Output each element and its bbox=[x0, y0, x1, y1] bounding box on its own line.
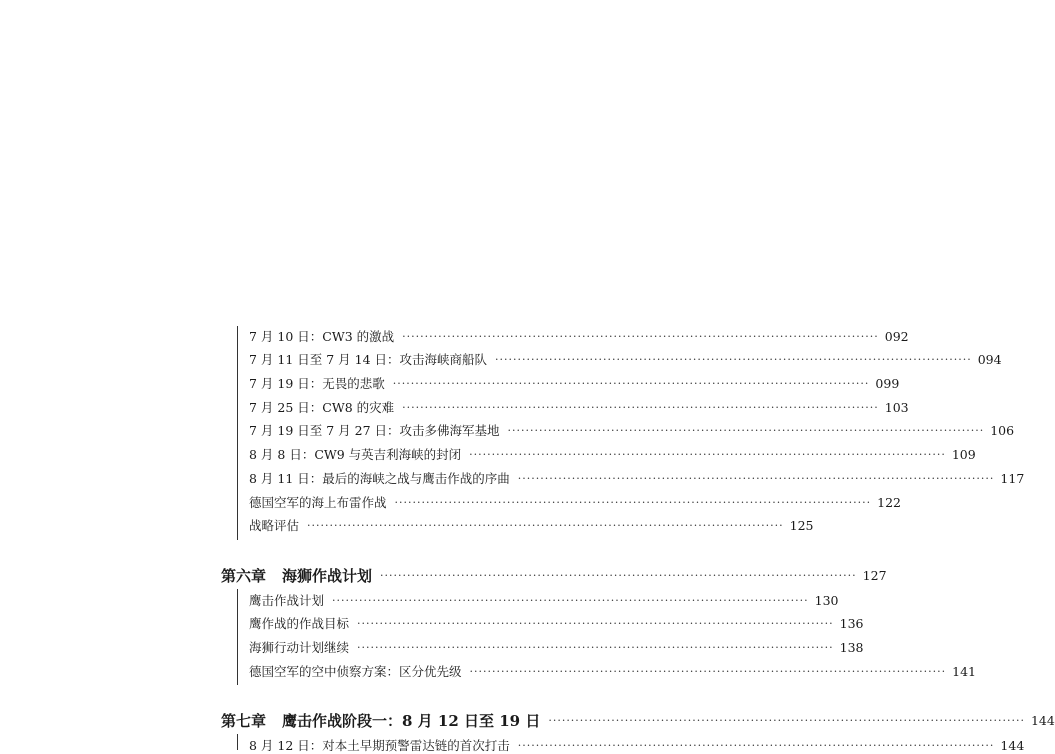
dot-leader: ·········································································································· bbox=[548, 713, 1025, 727]
toc-entry-title: 德国空军的海上布雷作战 bbox=[249, 495, 387, 510]
toc-entry-page: 094 bbox=[977, 351, 1002, 367]
toc-entry[interactable] bbox=[249, 327, 909, 345]
toc-entry[interactable] bbox=[249, 736, 1025, 754]
dot-leader: ·········································································································· bbox=[402, 400, 879, 414]
chapter-number: 第七章 bbox=[221, 711, 267, 730]
toc-entry-page: 122 bbox=[877, 494, 902, 510]
chapter-number: 第六章 bbox=[221, 566, 267, 585]
toc-entry-title: 8 月 11 日：最后的海峡之战与鹰击作战的序曲 bbox=[249, 471, 510, 486]
chapter-page: 144 bbox=[1030, 712, 1055, 728]
toc-entry-page: 117 bbox=[1000, 470, 1025, 486]
section-rule bbox=[237, 734, 238, 750]
toc-entry-page: 092 bbox=[884, 328, 909, 344]
toc-entry-page: 106 bbox=[990, 422, 1015, 438]
dot-leader: ·········································································································· bbox=[380, 568, 857, 582]
dot-leader: ·········································································································· bbox=[507, 423, 985, 437]
toc-entry[interactable] bbox=[249, 591, 839, 609]
dot-leader: ·········································································································· bbox=[357, 640, 834, 654]
toc-entry[interactable] bbox=[249, 662, 977, 680]
toc-entry-page: 099 bbox=[875, 375, 900, 391]
toc-entry-page: 130 bbox=[814, 592, 839, 608]
dot-leader: ·········································································································· bbox=[332, 593, 809, 607]
dot-leader: ·········································································································· bbox=[469, 664, 947, 678]
section-rule bbox=[237, 326, 238, 540]
toc-entry[interactable] bbox=[249, 516, 814, 534]
toc-entry-title: 8 月 8 日：CW9 与英吉利海峡的封闭 bbox=[249, 447, 462, 462]
dot-leader: ·········································································································· bbox=[392, 376, 870, 390]
toc-entry-title: 鹰作战的作战目标 bbox=[249, 616, 350, 631]
toc-entry-title: 7 月 25 日：CW8 的灾难 bbox=[249, 400, 395, 415]
toc-entry-page: 125 bbox=[789, 517, 814, 533]
dot-leader: ·········································································································· bbox=[517, 471, 995, 485]
toc-entry-title: 战略评估 bbox=[249, 518, 300, 533]
toc-entry-title: 德国空军的空中侦察方案：区分优先级 bbox=[249, 664, 462, 679]
toc-entry-title: 海狮行动计划继续 bbox=[249, 640, 350, 655]
toc-entry-title: 7 月 19 日至 7 月 27 日：攻击多佛海军基地 bbox=[249, 423, 500, 438]
toc-entry[interactable] bbox=[249, 445, 976, 463]
toc-entry-page: 136 bbox=[839, 615, 864, 631]
chapter-title: 鹰击作战阶段一：8 月 12 日至 19 日 bbox=[282, 711, 541, 730]
dot-leader: ·········································································································· bbox=[307, 518, 784, 532]
toc-entry-page: 144 bbox=[1000, 737, 1025, 753]
chapter-heading[interactable] bbox=[221, 564, 887, 586]
toc-entry[interactable] bbox=[249, 638, 864, 656]
toc-entry-title: 8 月 12 日：对本土早期预警雷达链的首次打击 bbox=[249, 738, 510, 753]
toc-entry[interactable] bbox=[249, 398, 909, 416]
dot-leader: ·········································································································· bbox=[402, 329, 879, 343]
toc-entry[interactable] bbox=[249, 421, 1015, 439]
chapter-page: 127 bbox=[862, 567, 887, 583]
toc-entry-title: 7 月 11 日至 7 月 14 日：攻击海峡商船队 bbox=[249, 352, 488, 367]
toc-entry[interactable] bbox=[249, 493, 902, 511]
dot-leader: ·········································································································· bbox=[517, 738, 995, 752]
dot-leader: ·········································································································· bbox=[357, 616, 834, 630]
section-rule bbox=[237, 589, 238, 685]
toc-entry-title: 鹰击作战计划 bbox=[249, 593, 325, 608]
toc-entry[interactable] bbox=[249, 374, 900, 392]
dot-leader: ·········································································································· bbox=[394, 495, 872, 509]
toc-entry[interactable] bbox=[249, 469, 1025, 487]
toc-entry-page: 109 bbox=[951, 446, 976, 462]
toc-entry-page: 103 bbox=[884, 399, 909, 415]
toc-entry-page: 138 bbox=[839, 639, 864, 655]
toc-entry[interactable] bbox=[249, 614, 864, 632]
chapter-heading[interactable] bbox=[221, 709, 1055, 731]
toc-entry[interactable] bbox=[249, 350, 1002, 368]
toc-entry-title: 7 月 19 日：无畏的悲歌 bbox=[249, 376, 385, 391]
dot-leader: ·········································································································· bbox=[495, 352, 972, 366]
toc-entry-title: 7 月 10 日：CW3 的激战 bbox=[249, 329, 395, 344]
chapter-title: 海狮作战计划 bbox=[282, 566, 373, 585]
toc-entry-page: 141 bbox=[952, 663, 977, 679]
dot-leader: ·········································································································· bbox=[469, 447, 946, 461]
